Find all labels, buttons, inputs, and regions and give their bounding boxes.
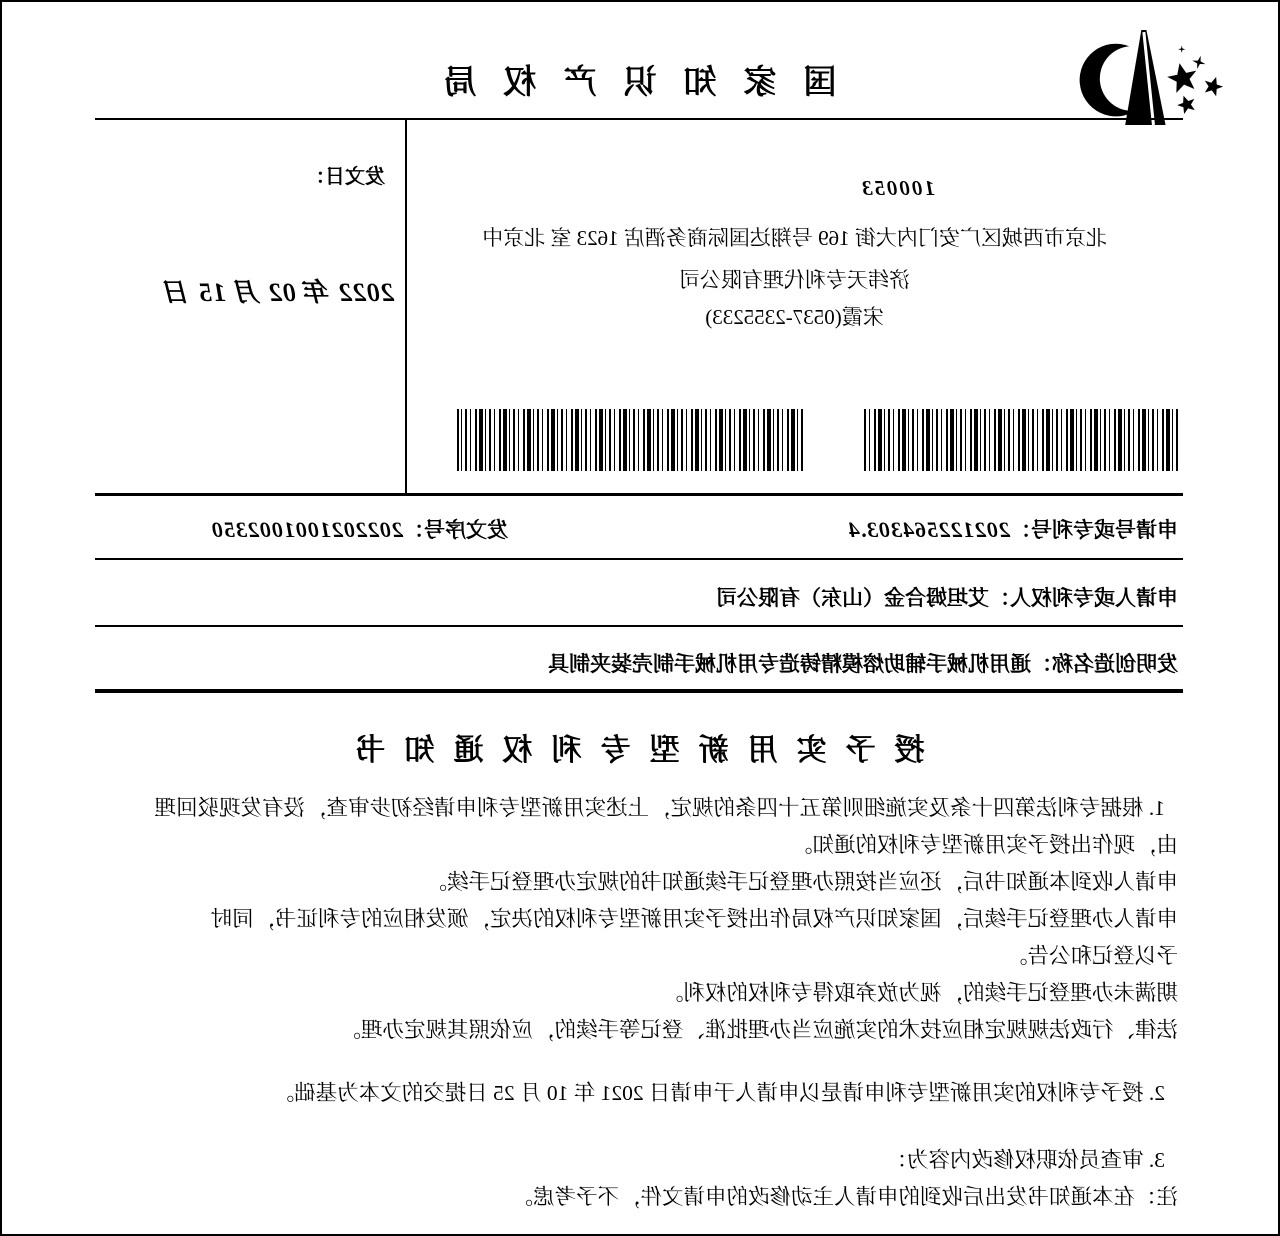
- body-line: 3. 审查员依职权修改内容为：: [885, 1148, 1165, 1172]
- dispatch-date-label: 发文日：: [305, 166, 385, 188]
- meta-rule-mid1: [95, 558, 1183, 560]
- body-line: 由，现作出授予实用新型专利权的通知。: [790, 833, 1178, 857]
- address-line: 济纬天专利代理有限公司: [679, 268, 910, 292]
- body-line: 申请人收到本通知书后，还应当按照办理登记手续通知书的规定办理登记手续。: [425, 870, 1178, 894]
- invention-title-row: [548, 648, 1178, 678]
- application-number-label: 申请号或专利号：: [1010, 518, 1178, 542]
- agency-title: 国家知识产权局: [416, 63, 837, 100]
- dispatch-serial-label: 发文序号：: [403, 518, 508, 542]
- notice-title: 授予实用新型专利权通知书: [336, 734, 925, 767]
- body-line: 法律、行政法规规定相应技术的实施应当办理批准、登记等手续的，应依照其规定办理。: [339, 1018, 1178, 1042]
- body-line: 予以登记和公告。: [1005, 944, 1178, 968]
- postal-code: 100053: [860, 176, 935, 200]
- address-contact: 宋霞(0537-2355233): [705, 305, 884, 329]
- dispatch-date-value: 2022 年 02 月 15 日: [163, 278, 394, 307]
- dispatch-serial-value: 2022021001002350: [211, 517, 403, 542]
- invention-title-value: 通用机械手辅助熔模精铸造专用机械手制壳装夹制具: [548, 652, 1031, 676]
- applicant-value: 艾坦姆合金（山东）有限公司: [716, 586, 989, 610]
- applicant-label: 申请人或专利权人：: [989, 586, 1178, 610]
- meta-rule-mid2: [95, 625, 1183, 627]
- dispatch-serial-row: [211, 514, 508, 544]
- mirrored-document: [2, 2, 1278, 1234]
- body-line: 2. 授予专利权的实用新型专利申请是以申请人于申请日 2021 年 10 月 25 日提交的文本为基础。: [272, 1081, 1165, 1105]
- barcode-right: [457, 409, 803, 471]
- application-number-value: 202122564303.4: [847, 517, 1010, 542]
- meta-rule-top: [95, 493, 1183, 496]
- cnipa-emblem-logo: [1075, 24, 1240, 130]
- body-line: 申请人办理登记手续后，国家知识产权局作出授予实用新型专利权的决定，颁发相应的专利证书，同时: [210, 907, 1178, 931]
- address-line: 北京市西城区广安门内大街 169 号翔达国际商务酒店 1623 室 北京中: [482, 226, 1107, 250]
- cnipa-emblem-icon: [1075, 24, 1240, 130]
- body-line: 期满未办理登记手续的，视为放弃取得专利权的权利。: [661, 981, 1178, 1005]
- application-number-row: [848, 514, 1179, 544]
- barcode-left: [863, 409, 1178, 471]
- notice-body: [94, 790, 1178, 1216]
- header-rule: [95, 118, 1183, 120]
- body-line: 1. 根据专利法第四十条及实施细则第五十四条的规定，上述实用新型专利申请经初步审查，没有发现驳回理: [154, 796, 1165, 820]
- applicant-row: [716, 582, 1178, 612]
- meta-rule-bottom: [95, 689, 1183, 693]
- invention-title-label: 发明创造名称：: [1031, 652, 1178, 676]
- body-note-line: 注：在本通知书发出后收到的申请人主动修改的申请文件，不予考虑。: [511, 1185, 1178, 1209]
